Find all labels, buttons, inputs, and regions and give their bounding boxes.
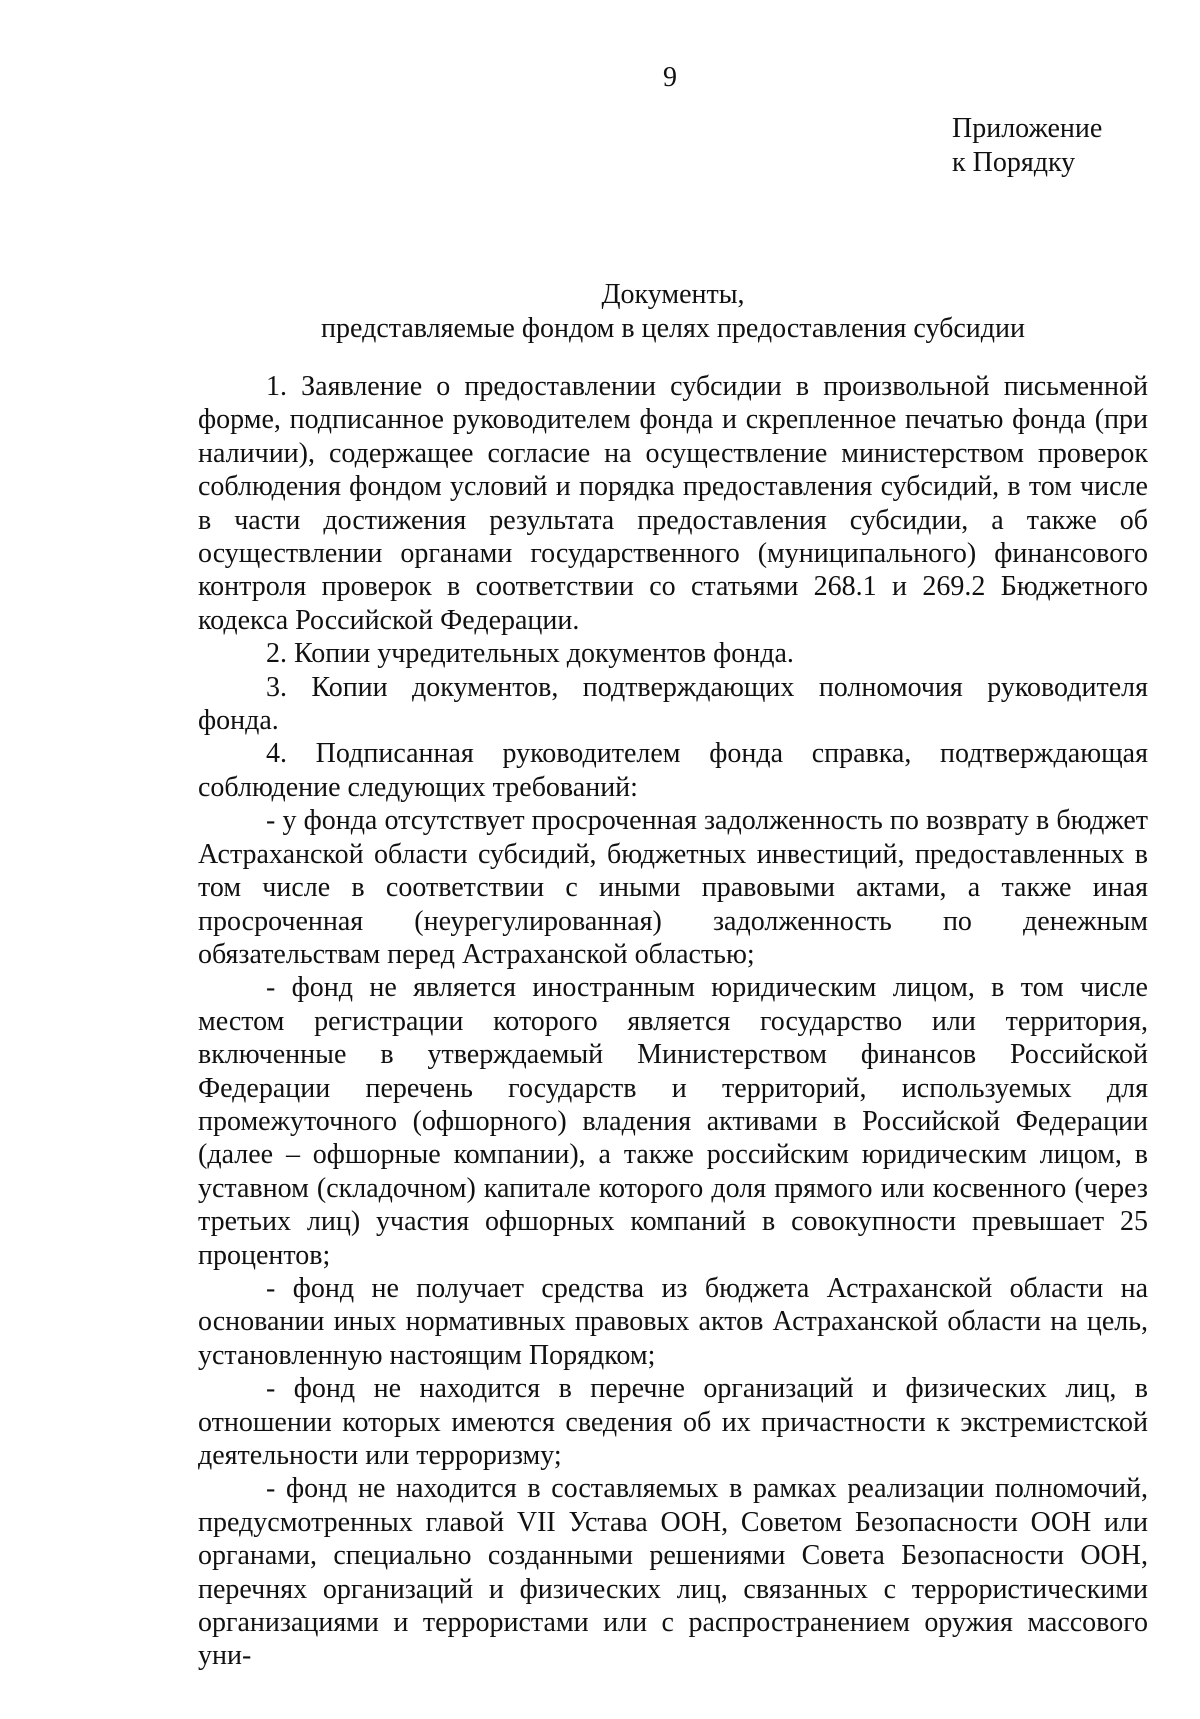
document-body bbox=[198, 370, 1148, 1673]
title-line-2: представляемые фондом в целях предоставления субсидии bbox=[321, 313, 1025, 344]
requirement-item-1: - у фонда отсутствует просроченная задолженность по возврату в бюджет Астраханской области субсидий, бюджетных инвестиций, предоставленных в том числе в соответствии с иными правовыми актами, а также иная просроченная (неурегулированная) задолженность по денежным обязательствам перед Астраханской областью; bbox=[198, 805, 1148, 970]
appendix-line-2: к Порядку bbox=[952, 147, 1076, 178]
paragraph-2: 2. Копии учредительных документов фонда. bbox=[266, 638, 794, 670]
title-line-1: Документы, bbox=[601, 279, 745, 310]
paragraph-1: 1. Заявление о предоставлении субсидии в произвольной письменной форме, подписанное руководителем фонда и скрепленное печатью фонда (при наличии), содержащее согласие на осуществление министерством проверок соблюдения фондом условий и порядка предоставления субсидий, в том числе в части достижения результата предоставления субсидии, а также об осуществлении органами государственного (муниципального) финансового контроля проверок в соответствии со статьями 268.1 и 269.2 Бюджетного кодекса Российской Федерации. bbox=[198, 371, 1148, 636]
requirement-item-2: - фонд не является иностранным юридическим лицом, в том числе местом регистрации которого является государство или территория, включенные в утверждаемый Министерством финансов Российской Федерации перечень государств и территорий, используемых для промежуточного (офшорного) владения активами в Российской Федерации (далее – офшорные компании), а также российским юридическим лицом, в уставном (складочном) капитале которого доля прямого или косвенного (через третьих лиц) участия офшорных компаний в совокупности превышает 25 процентов; bbox=[198, 972, 1148, 1271]
appendix-heading bbox=[952, 112, 1102, 180]
paragraph-3: 3. Копии документов, подтверждающих полномочия руководителя фонда. bbox=[198, 671, 1148, 737]
appendix-line-1: Приложение bbox=[952, 113, 1103, 144]
requirement-item-4: - фонд не находится в перечне организаций и физических лиц, в отношении которых имеются сведения об их причастности к экстремистской деятельности или терроризму; bbox=[198, 1373, 1148, 1471]
requirement-item-5: - фонд не находится в составляемых в рамках реализации полномочий, предусмотренных главой VII Устава ООН, Советом Безопасности ООН или органами, специально созданными решениями Совета Безопасности ООН, перечнях организаций и физических лиц, связанных с террористическими организациями и террористами или с распространением оружия массового уни- bbox=[198, 1473, 1148, 1672]
document-title bbox=[198, 278, 1148, 346]
page-number: 9 bbox=[663, 62, 677, 93]
requirement-item-3: - фонд не получает средства из бюджета Астраханской области на основании иных нормативных правовых актов Астраханской области на цель, установленную настоящим Порядком; bbox=[198, 1272, 1148, 1371]
paragraph-4: 4. Подписанная руководителем фонда справка, подтверждающая соблюдение следующих требований: bbox=[198, 738, 1148, 803]
